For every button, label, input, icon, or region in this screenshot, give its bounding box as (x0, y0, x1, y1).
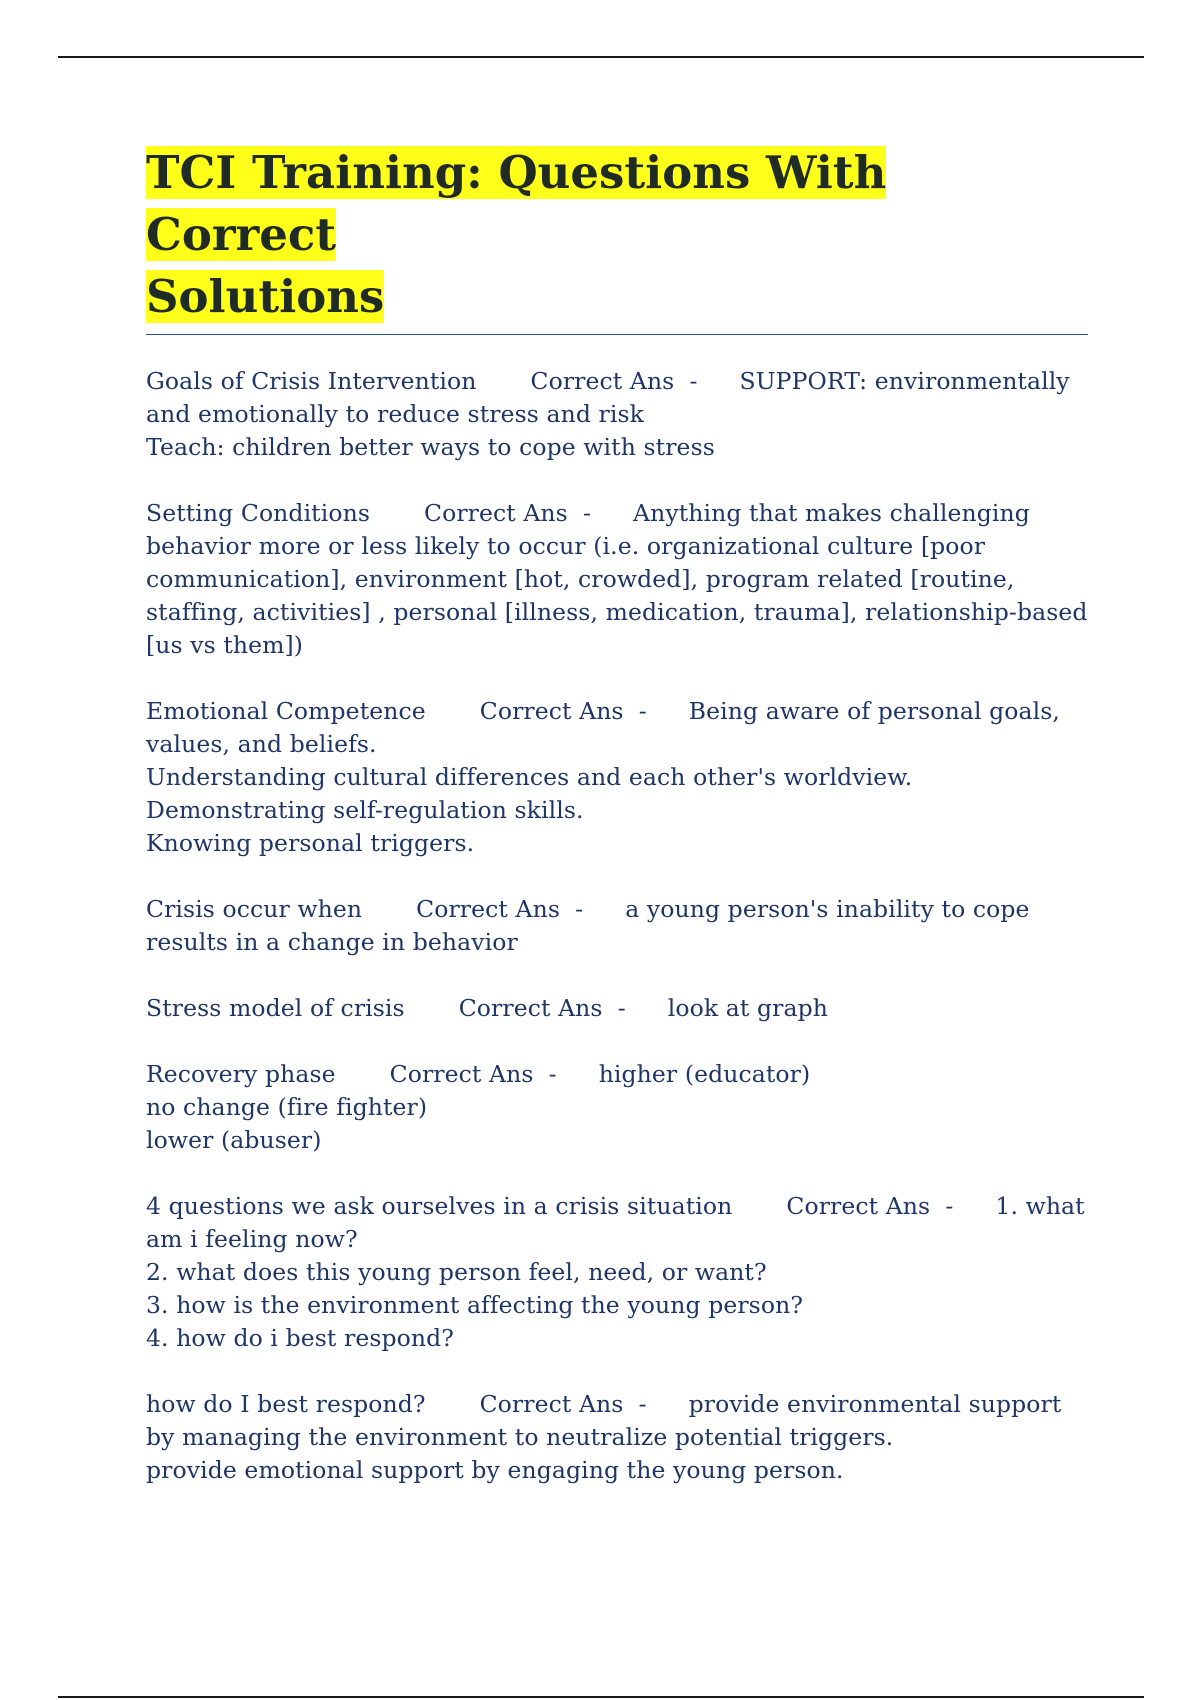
answer-line: 1. what am i feeling now? (146, 1192, 1085, 1253)
qa-item (146, 1388, 1088, 1487)
answer-label: Correct Ans (389, 1060, 534, 1088)
answer-line: Demonstrating self-regulation skills. (146, 796, 584, 824)
answer-line: 3. how is the environment affecting the young person? (146, 1291, 804, 1319)
answer-line: provide environmental support by managing the environment to neutralize potential triggers. (146, 1390, 1062, 1451)
question-text: Stress model of crisis (146, 994, 405, 1022)
answer-line: 2. what does this young person feel, need, or want? (146, 1258, 767, 1286)
answer-line: no change (fire fighter) (146, 1093, 428, 1121)
answer-dash: - (638, 1390, 647, 1418)
question-text: Goals of Crisis Intervention (146, 367, 477, 395)
answer-line: Knowing personal triggers. (146, 829, 475, 857)
page-title (146, 142, 1088, 328)
title-line-2: Solutions (146, 270, 385, 323)
answer-line: higher (educator) (598, 1060, 811, 1088)
answer-line: provide emotional support by engaging the young person. (146, 1456, 844, 1484)
answer-line: Teach: children better ways to cope with stress (146, 433, 715, 461)
question-text: how do I best respond? (146, 1390, 426, 1418)
answer-line: Anything that makes challenging behavior more or less likely to occur (i.e. organizational culture [poor communication], environment [hot, crowded], program related [routine, staffing, activities] , personal [illness, medication, trauma], relationship-based [us vs them]) (146, 499, 1088, 659)
question-text: 4 questions we ask ourselves in a crisis situation (146, 1192, 733, 1220)
qa-item (146, 497, 1088, 662)
document-body (146, 142, 1088, 1520)
answer-label: Correct Ans (423, 499, 568, 527)
answer-dash: - (689, 367, 698, 395)
qa-list (146, 365, 1088, 1487)
question-text: Crisis occur when (146, 895, 363, 923)
answer-label: Correct Ans (479, 697, 624, 725)
answer-dash: - (945, 1192, 954, 1220)
answer-line: look at graph (667, 994, 828, 1022)
page-top-rule (58, 56, 1144, 58)
answer-dash: - (575, 895, 584, 923)
answer-label: Correct Ans (479, 1390, 624, 1418)
answer-label: Correct Ans (530, 367, 675, 395)
answer-label: Correct Ans (416, 895, 560, 923)
qa-item (146, 1190, 1088, 1355)
answer-line: Understanding cultural differences and each other's worldview. (146, 763, 913, 791)
title-line-1: TCI Training: Questions With Correct (146, 146, 887, 261)
answer-label: Correct Ans (786, 1192, 931, 1220)
qa-item (146, 1058, 1088, 1157)
question-text: Recovery phase (146, 1060, 336, 1088)
answer-dash: - (548, 1060, 557, 1088)
answer-dash: - (638, 697, 647, 725)
answer-line: 4. how do i best respond? (146, 1324, 454, 1352)
answer-dash: - (617, 994, 626, 1022)
question-text: Setting Conditions (146, 499, 370, 527)
qa-item (146, 893, 1088, 959)
question-text: Emotional Competence (146, 697, 426, 725)
answer-line: lower (abuser) (146, 1126, 322, 1154)
qa-item (146, 992, 1088, 1025)
answer-line: Being aware of personal goals, values, and beliefs. (146, 697, 1060, 758)
qa-item (146, 365, 1088, 464)
answer-dash: - (582, 499, 592, 527)
answer-label: Correct Ans (458, 994, 603, 1022)
answer-line: SUPPORT: environmentally and emotionally to reduce stress and risk (146, 367, 1070, 428)
qa-item (146, 695, 1088, 860)
answer-line: a young person's inability to cope results in a change in behavior (146, 895, 1030, 956)
page-bottom-rule (58, 1696, 1144, 1698)
title-underline (146, 334, 1088, 335)
